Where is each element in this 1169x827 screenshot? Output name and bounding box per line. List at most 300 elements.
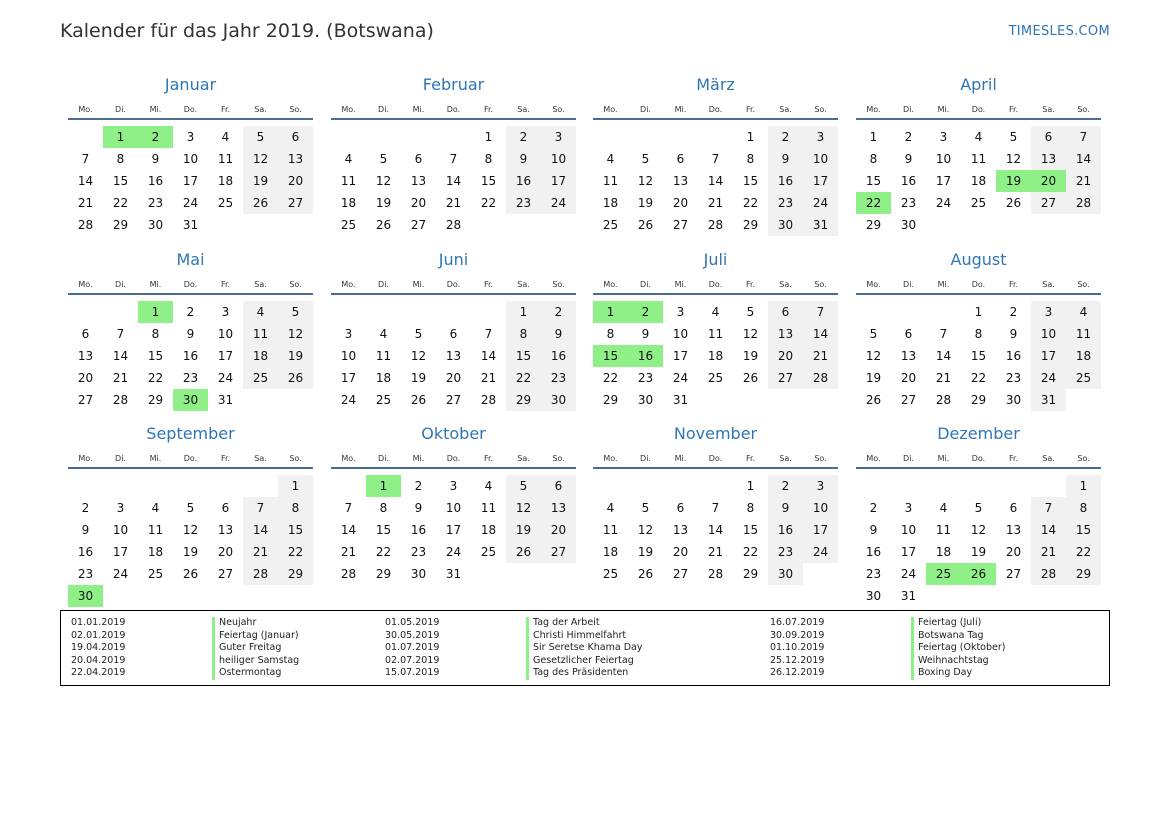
weekday-label: Mo. bbox=[341, 105, 356, 114]
holiday-name: Sir Seretse Khama Day bbox=[526, 642, 642, 655]
day-cell: 15 bbox=[742, 174, 759, 188]
day-cell: 14 bbox=[1031, 519, 1066, 541]
day-cell: 17 bbox=[182, 174, 199, 188]
day-cell: 23 bbox=[900, 196, 917, 210]
day-cell: 9 bbox=[869, 523, 878, 537]
holiday-day-cell: 15 bbox=[593, 345, 628, 367]
day-cell: 10 bbox=[803, 497, 838, 519]
day-cell: 23 bbox=[865, 567, 882, 581]
day-cell: 26 bbox=[278, 367, 313, 389]
day-cell: 21 bbox=[340, 545, 357, 559]
day-cell: 28 bbox=[935, 393, 952, 407]
day-cell: 20 bbox=[77, 371, 94, 385]
day-cell: 21 bbox=[480, 371, 497, 385]
day-cell: 14 bbox=[935, 349, 952, 363]
day-cell: 7 bbox=[243, 497, 278, 519]
day-cell: 27 bbox=[1005, 567, 1022, 581]
day-cell: 28 bbox=[243, 563, 278, 585]
day-cell: 11 bbox=[602, 523, 619, 537]
day-cell: 27 bbox=[77, 393, 94, 407]
day-cell: 27 bbox=[445, 393, 462, 407]
day-cell: 31 bbox=[900, 589, 917, 603]
day-cell: 8 bbox=[974, 327, 983, 341]
day-cell: 12 bbox=[375, 174, 392, 188]
day-cell: 9 bbox=[414, 501, 423, 515]
day-cell: 5 bbox=[506, 475, 541, 497]
day-cell: 5 bbox=[869, 327, 878, 341]
day-cell: 16 bbox=[900, 174, 917, 188]
day-cell: 10 bbox=[900, 523, 917, 537]
day-cell: 2 bbox=[904, 130, 913, 144]
day-cell: 29 bbox=[375, 567, 392, 581]
weekday-label: Mo. bbox=[78, 454, 93, 463]
day-cell: 19 bbox=[970, 545, 987, 559]
day-cell: 24 bbox=[900, 567, 917, 581]
month-divider bbox=[331, 293, 576, 295]
day-cell: 11 bbox=[1066, 323, 1101, 345]
day-cell: 26 bbox=[742, 371, 759, 385]
month-title: Februar bbox=[422, 75, 485, 94]
day-cell: 5 bbox=[641, 501, 650, 515]
weekday-label: Mo. bbox=[341, 454, 356, 463]
day-cell: 11 bbox=[602, 174, 619, 188]
weekday-label: Mo. bbox=[603, 280, 618, 289]
holiday-name: Feiertag (Januar) bbox=[212, 630, 299, 643]
day-cell: 2 bbox=[768, 126, 803, 148]
day-cell: 14 bbox=[243, 519, 278, 541]
day-cell: 15 bbox=[1066, 519, 1101, 541]
month-oktober bbox=[331, 424, 576, 584]
day-cell: 20 bbox=[1005, 545, 1022, 559]
day-cell: 18 bbox=[480, 523, 497, 537]
day-cell: 27 bbox=[217, 567, 234, 581]
day-cell: 26 bbox=[375, 218, 392, 232]
weekday-label: Mi. bbox=[412, 454, 425, 463]
day-cell: 7 bbox=[1066, 126, 1101, 148]
day-cell: 24 bbox=[1031, 367, 1066, 389]
weekday-label: Fr. bbox=[483, 280, 494, 289]
day-cell: 30 bbox=[637, 393, 654, 407]
day-cell: 8 bbox=[506, 323, 541, 345]
month-divider bbox=[856, 467, 1101, 469]
weekday-label: Di. bbox=[115, 280, 126, 289]
day-cell: 6 bbox=[1031, 126, 1066, 148]
day-cell: 25 bbox=[340, 218, 357, 232]
day-cell: 22 bbox=[602, 371, 619, 385]
day-cell: 17 bbox=[112, 545, 129, 559]
day-cell: 22 bbox=[1066, 541, 1101, 563]
day-cell: 3 bbox=[449, 479, 458, 493]
day-cell: 22 bbox=[970, 371, 987, 385]
day-cell: 7 bbox=[344, 501, 353, 515]
day-cell: 19 bbox=[865, 371, 882, 385]
day-cell: 15 bbox=[147, 349, 164, 363]
weekday-label: Mi. bbox=[412, 280, 425, 289]
day-cell: 13 bbox=[77, 349, 94, 363]
weekday-label: Mo. bbox=[78, 105, 93, 114]
month-divider bbox=[856, 118, 1101, 120]
month-september bbox=[68, 424, 313, 603]
day-cell: 4 bbox=[711, 305, 720, 319]
day-cell: 3 bbox=[116, 501, 125, 515]
day-cell: 16 bbox=[768, 170, 803, 192]
day-cell: 10 bbox=[935, 152, 952, 166]
day-cell: 25 bbox=[217, 196, 234, 210]
day-cell: 28 bbox=[77, 218, 94, 232]
holiday-day-cell: 30 bbox=[68, 585, 103, 607]
month-november bbox=[593, 424, 838, 584]
day-cell: 14 bbox=[112, 349, 129, 363]
month-juni bbox=[331, 250, 576, 410]
day-cell: 1 bbox=[1066, 475, 1101, 497]
holiday-date: 16.07.2019 bbox=[770, 617, 825, 628]
day-cell: 18 bbox=[602, 545, 619, 559]
weekday-label: Sa. bbox=[779, 280, 792, 289]
day-cell: 1 bbox=[746, 130, 755, 144]
holiday-day-cell: 30 bbox=[173, 389, 208, 411]
day-cell: 28 bbox=[803, 367, 838, 389]
weekday-label: So. bbox=[289, 105, 302, 114]
day-cell: 21 bbox=[803, 345, 838, 367]
day-cell: 23 bbox=[410, 545, 427, 559]
day-cell: 18 bbox=[970, 174, 987, 188]
day-cell: 23 bbox=[637, 371, 654, 385]
month-title: Januar bbox=[164, 75, 217, 94]
day-cell: 4 bbox=[243, 301, 278, 323]
day-cell: 5 bbox=[414, 327, 423, 341]
day-cell: 16 bbox=[865, 545, 882, 559]
day-cell: 4 bbox=[939, 501, 948, 515]
day-cell: 12 bbox=[278, 323, 313, 345]
day-cell: 19 bbox=[742, 349, 759, 363]
weekday-label: Sa. bbox=[1042, 280, 1055, 289]
holiday-day-cell: 16 bbox=[628, 345, 663, 367]
weekday-label: Mo. bbox=[341, 280, 356, 289]
weekday-label: Do. bbox=[708, 105, 723, 114]
day-cell: 28 bbox=[1031, 563, 1066, 585]
weekday-label: Mi. bbox=[149, 105, 162, 114]
day-cell: 27 bbox=[1031, 192, 1066, 214]
weekday-label: Sa. bbox=[254, 454, 267, 463]
weekday-label: Do. bbox=[708, 454, 723, 463]
day-cell: 9 bbox=[768, 497, 803, 519]
day-cell: 6 bbox=[449, 327, 458, 341]
day-cell: 1 bbox=[484, 130, 493, 144]
day-cell: 24 bbox=[445, 545, 462, 559]
day-cell: 8 bbox=[278, 497, 313, 519]
day-cell: 4 bbox=[151, 501, 160, 515]
day-cell: 16 bbox=[1005, 349, 1022, 363]
day-cell: 5 bbox=[278, 301, 313, 323]
weekday-label: Fr. bbox=[745, 454, 756, 463]
holiday-date: 15.07.2019 bbox=[385, 667, 440, 678]
holiday-name: Guter Freitag bbox=[212, 642, 281, 655]
holiday-date: 02.01.2019 bbox=[71, 629, 126, 641]
holiday-name: Feiertag (Oktober) bbox=[911, 642, 1006, 655]
day-cell: 12 bbox=[1005, 152, 1022, 166]
day-cell: 6 bbox=[768, 301, 803, 323]
holiday-date: 01.05.2019 bbox=[385, 617, 440, 628]
month-divider bbox=[68, 467, 313, 469]
day-cell: 8 bbox=[151, 327, 160, 341]
weekday-label: So. bbox=[814, 280, 827, 289]
day-cell: 7 bbox=[803, 301, 838, 323]
month-title: Juli bbox=[703, 250, 728, 269]
day-cell: 18 bbox=[935, 545, 952, 559]
month-februar bbox=[331, 75, 576, 235]
day-cell: 22 bbox=[506, 367, 541, 389]
weekday-label: Do. bbox=[446, 454, 461, 463]
weekday-label: So. bbox=[1077, 454, 1090, 463]
day-cell: 15 bbox=[742, 523, 759, 537]
weekday-label: So. bbox=[552, 280, 565, 289]
weekday-label: Do. bbox=[971, 454, 986, 463]
weekday-label: Di. bbox=[115, 454, 126, 463]
day-cell: 2 bbox=[186, 305, 195, 319]
weekday-label: Mi. bbox=[937, 280, 950, 289]
holiday-name: Tag der Arbeit bbox=[526, 617, 600, 630]
day-cell: 29 bbox=[602, 393, 619, 407]
day-cell: 28 bbox=[340, 567, 357, 581]
month-april bbox=[856, 75, 1101, 235]
day-cell: 11 bbox=[970, 152, 987, 166]
day-cell: 22 bbox=[742, 196, 759, 210]
day-cell: 12 bbox=[637, 523, 654, 537]
day-cell: 1 bbox=[869, 130, 878, 144]
day-cell: 1 bbox=[278, 475, 313, 497]
day-cell: 25 bbox=[970, 196, 987, 210]
weekday-label: Di. bbox=[378, 105, 389, 114]
day-cell: 26 bbox=[865, 393, 882, 407]
day-cell: 6 bbox=[414, 152, 423, 166]
month-august bbox=[856, 250, 1101, 410]
day-cell: 29 bbox=[147, 393, 164, 407]
day-cell: 14 bbox=[803, 323, 838, 345]
month-title: April bbox=[960, 75, 997, 94]
weekday-label: Fr. bbox=[220, 454, 231, 463]
holiday-day-cell: 1 bbox=[103, 126, 138, 148]
weekday-label: Di. bbox=[903, 280, 914, 289]
month-divider bbox=[331, 467, 576, 469]
month-divider bbox=[593, 293, 838, 295]
day-cell: 10 bbox=[803, 148, 838, 170]
holiday-day-cell: 22 bbox=[856, 192, 891, 214]
day-cell: 27 bbox=[900, 393, 917, 407]
day-cell: 16 bbox=[182, 349, 199, 363]
weekday-label: Do. bbox=[183, 280, 198, 289]
day-cell: 6 bbox=[676, 152, 685, 166]
day-cell: 13 bbox=[1031, 148, 1066, 170]
day-cell: 18 bbox=[243, 345, 278, 367]
day-cell: 19 bbox=[182, 545, 199, 559]
day-cell: 27 bbox=[410, 218, 427, 232]
holiday-name: Christi Himmelfahrt bbox=[526, 630, 626, 643]
day-cell: 19 bbox=[278, 345, 313, 367]
day-cell: 20 bbox=[672, 196, 689, 210]
day-cell: 26 bbox=[1005, 196, 1022, 210]
weekday-label: Do. bbox=[446, 280, 461, 289]
day-cell: 22 bbox=[480, 196, 497, 210]
month-märz bbox=[593, 75, 838, 235]
day-cell: 4 bbox=[974, 130, 983, 144]
day-cell: 23 bbox=[506, 192, 541, 214]
weekday-label: Di. bbox=[640, 454, 651, 463]
day-cell: 3 bbox=[344, 327, 353, 341]
weekday-label: Mo. bbox=[78, 280, 93, 289]
weekday-label: Fr. bbox=[220, 105, 231, 114]
day-cell: 10 bbox=[217, 327, 234, 341]
weekday-label: Fr. bbox=[483, 105, 494, 114]
day-cell: 31 bbox=[672, 393, 689, 407]
day-cell: 30 bbox=[541, 389, 576, 411]
weekday-label: Fr. bbox=[1008, 454, 1019, 463]
day-cell: 23 bbox=[768, 192, 803, 214]
day-cell: 27 bbox=[672, 218, 689, 232]
weekday-label: Di. bbox=[378, 454, 389, 463]
weekday-label: Mi. bbox=[674, 105, 687, 114]
holiday-name: Ostermontag bbox=[212, 667, 281, 680]
month-title: Oktober bbox=[421, 424, 486, 443]
weekday-label: Fr. bbox=[1008, 280, 1019, 289]
day-cell: 17 bbox=[1031, 345, 1066, 367]
weekday-label: Do. bbox=[183, 105, 198, 114]
day-cell: 20 bbox=[541, 519, 576, 541]
brand-logo-text[interactable]: TIMESLES.COM bbox=[1008, 24, 1110, 39]
day-cell: 14 bbox=[1066, 148, 1101, 170]
day-cell: 11 bbox=[935, 523, 952, 537]
day-cell: 13 bbox=[410, 174, 427, 188]
day-cell: 11 bbox=[243, 323, 278, 345]
day-cell: 28 bbox=[445, 218, 462, 232]
weekday-label: Mi. bbox=[674, 454, 687, 463]
day-cell: 6 bbox=[1009, 501, 1018, 515]
day-cell: 9 bbox=[904, 152, 913, 166]
day-cell: 7 bbox=[711, 501, 720, 515]
weekday-label: So. bbox=[552, 454, 565, 463]
day-cell: 17 bbox=[803, 170, 838, 192]
day-cell: 25 bbox=[147, 567, 164, 581]
month-divider bbox=[68, 293, 313, 295]
day-cell: 20 bbox=[445, 371, 462, 385]
holiday-name: Botswana Tag bbox=[911, 630, 984, 643]
day-cell: 13 bbox=[672, 174, 689, 188]
day-cell: 13 bbox=[768, 323, 803, 345]
weekday-label: Mi. bbox=[937, 105, 950, 114]
day-cell: 15 bbox=[865, 174, 882, 188]
day-cell: 6 bbox=[676, 501, 685, 515]
day-cell: 4 bbox=[606, 501, 615, 515]
day-cell: 1 bbox=[974, 305, 983, 319]
weekday-label: Sa. bbox=[517, 280, 530, 289]
day-cell: 4 bbox=[1066, 301, 1101, 323]
day-cell: 19 bbox=[375, 196, 392, 210]
day-cell: 14 bbox=[707, 174, 724, 188]
weekday-label: So. bbox=[552, 105, 565, 114]
day-cell: 8 bbox=[1066, 497, 1101, 519]
month-title: November bbox=[673, 424, 758, 443]
day-cell: 28 bbox=[480, 393, 497, 407]
day-cell: 14 bbox=[77, 174, 94, 188]
holiday-date: 25.12.2019 bbox=[770, 654, 825, 666]
day-cell: 17 bbox=[900, 545, 917, 559]
day-cell: 12 bbox=[742, 327, 759, 341]
weekday-label: Mo. bbox=[603, 454, 618, 463]
weekday-label: Fr. bbox=[220, 280, 231, 289]
day-cell: 9 bbox=[541, 323, 576, 345]
day-cell: 19 bbox=[410, 371, 427, 385]
day-cell: 27 bbox=[768, 367, 803, 389]
day-cell: 5 bbox=[974, 501, 983, 515]
day-cell: 3 bbox=[541, 126, 576, 148]
day-cell: 10 bbox=[672, 327, 689, 341]
day-cell: 10 bbox=[541, 148, 576, 170]
day-cell: 28 bbox=[1066, 192, 1101, 214]
day-cell: 20 bbox=[768, 345, 803, 367]
day-cell: 26 bbox=[410, 393, 427, 407]
weekday-label: Do. bbox=[971, 280, 986, 289]
day-cell: 1 bbox=[746, 479, 755, 493]
holiday-day-cell: 2 bbox=[628, 301, 663, 323]
day-cell: 29 bbox=[1066, 563, 1101, 585]
day-cell: 15 bbox=[506, 345, 541, 367]
holiday-date: 30.05.2019 bbox=[385, 629, 440, 641]
holiday-date: 22.04.2019 bbox=[71, 667, 126, 678]
weekday-label: Di. bbox=[115, 105, 126, 114]
day-cell: 5 bbox=[243, 126, 278, 148]
weekday-label: Do. bbox=[183, 454, 198, 463]
weekday-label: Sa. bbox=[517, 454, 530, 463]
weekday-label: Fr. bbox=[745, 280, 756, 289]
day-cell: 25 bbox=[243, 367, 278, 389]
day-cell: 24 bbox=[803, 192, 838, 214]
day-cell: 23 bbox=[1005, 371, 1022, 385]
day-cell: 18 bbox=[602, 196, 619, 210]
day-cell: 6 bbox=[541, 475, 576, 497]
day-cell: 20 bbox=[900, 371, 917, 385]
day-cell: 4 bbox=[484, 479, 493, 493]
holiday-name: Tag des Präsidenten bbox=[526, 667, 628, 680]
holiday-date: 01.10.2019 bbox=[770, 642, 825, 653]
day-cell: 13 bbox=[541, 497, 576, 519]
day-cell: 7 bbox=[1031, 497, 1066, 519]
day-cell: 7 bbox=[81, 152, 90, 166]
weekday-label: So. bbox=[1077, 105, 1090, 114]
day-cell: 9 bbox=[81, 523, 90, 537]
day-cell: 2 bbox=[414, 479, 423, 493]
day-cell: 14 bbox=[445, 174, 462, 188]
holiday-date: 30.09.2019 bbox=[770, 629, 825, 641]
day-cell: 11 bbox=[217, 152, 234, 166]
day-cell: 10 bbox=[1031, 323, 1066, 345]
day-cell: 26 bbox=[243, 192, 278, 214]
day-cell: 12 bbox=[243, 148, 278, 170]
day-cell: 7 bbox=[939, 327, 948, 341]
day-cell: 8 bbox=[869, 152, 878, 166]
day-cell: 2 bbox=[81, 501, 90, 515]
weekday-label: Mi. bbox=[674, 280, 687, 289]
day-cell: 19 bbox=[506, 519, 541, 541]
month-title: März bbox=[696, 75, 735, 94]
day-cell: 29 bbox=[506, 389, 541, 411]
day-cell: 7 bbox=[449, 152, 458, 166]
holiday-day-cell: 26 bbox=[961, 563, 996, 585]
day-cell: 21 bbox=[1031, 541, 1066, 563]
day-cell: 24 bbox=[672, 371, 689, 385]
holiday-day-cell: 25 bbox=[926, 563, 961, 585]
day-cell: 21 bbox=[707, 196, 724, 210]
day-cell: 12 bbox=[970, 523, 987, 537]
weekday-label: Sa. bbox=[254, 280, 267, 289]
